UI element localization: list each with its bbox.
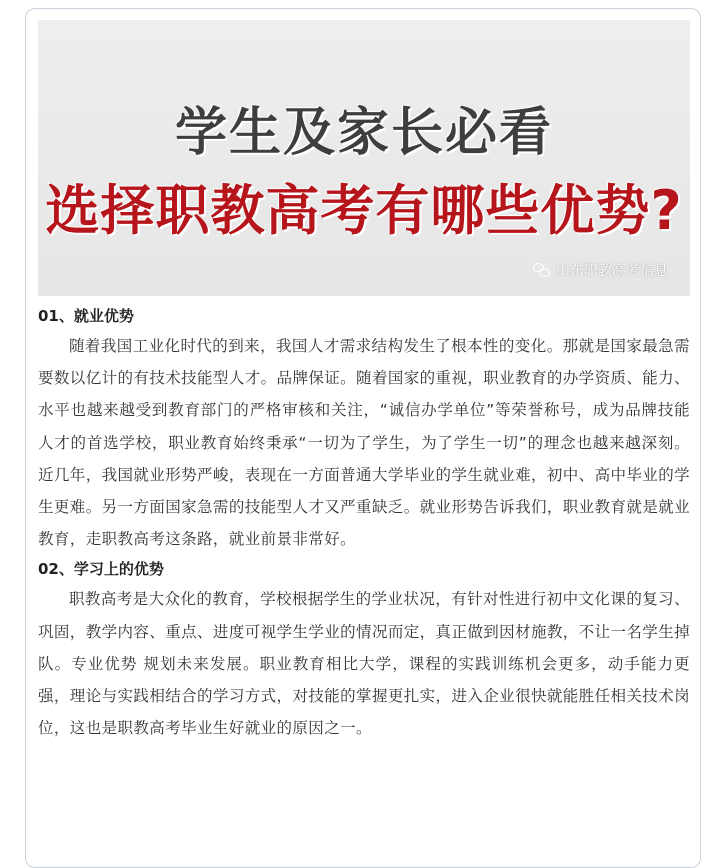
watermark bbox=[533, 260, 668, 280]
banner-title-line1: 学生及家长必看 bbox=[174, 103, 553, 163]
section-heading-learning: 02、学习上的优势 bbox=[38, 560, 164, 579]
watermark-text: 山东职教高考信息 bbox=[556, 263, 668, 279]
section-paragraph-employment: 随着我国工业化时代的到来，我国人才需求结构发生了根本性的变化。那就是国家最急需要数以亿计的有技术技能型人才。品牌保证。随着国家的重视，职业教育的办学资质、能力、水平也越来越受到教育部门的严格审核和关注，“诚信办学单位”等荣誉称号，成为品牌技能人才的首选学校，职业教育始终秉承“一切为了学生，为了学生一切”的理念也越来越深刻。近几年，我国就业形势严峻，表现在一方面普通大学毕业的学生就业难，初中、高中毕业的学生更难。另一方面国家急需的技能型人才又严重缺乏。就业形势告诉我们，职业教育就是就业教育，走职教高考这条路，就业前景非常好。 bbox=[38, 337, 690, 549]
header-banner-image bbox=[38, 20, 690, 296]
wechat-icon bbox=[533, 263, 551, 277]
banner-title-line2: 选择职教高考有哪些优势? bbox=[45, 179, 683, 242]
section-heading-employment: 01、就业优势 bbox=[38, 307, 134, 325]
article-body bbox=[38, 302, 690, 744]
section-paragraph-learning: 职教高考是大众化的教育，学校根据学生的学业状况，有针对性进行初中文化课的复习、巩固，教学内容、重点、进度可视学生学业的情况而定，真正做到因材施教，不让一名学生掉队。专业优势 规划未来发展。职业教育相比大学，课程的实践训练机会更多，动手能力更强，理论与实践相结合的学习方式，对技能的掌握更扎实，进入企业很快就能胜任相关技术岗位，这也是职教高考毕业生好就业的原因之一。 bbox=[38, 590, 690, 738]
